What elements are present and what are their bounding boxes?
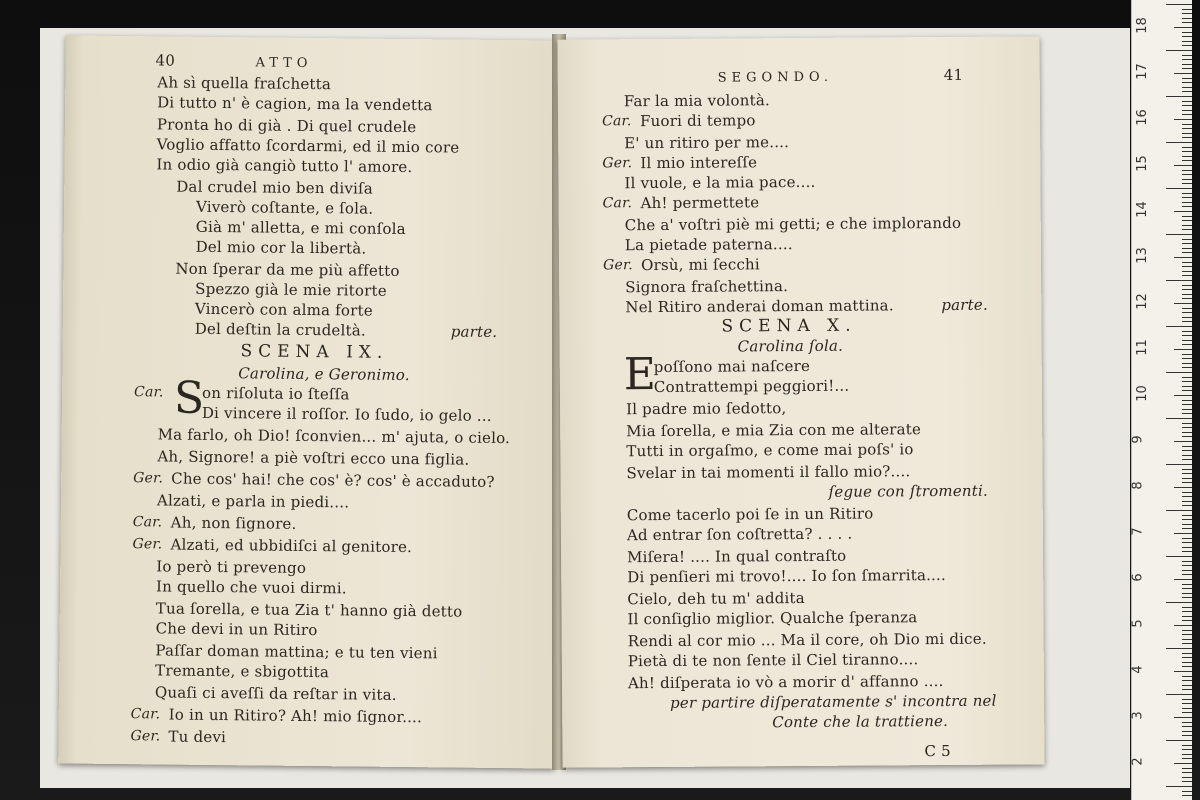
dialogue-line: Orsù, mi ſecchi xyxy=(640,255,760,275)
verse-line: Del mio cor la libertà. xyxy=(195,237,367,258)
dialogue-line: La pietade paterna.... xyxy=(624,235,793,255)
ruler-tick xyxy=(1182,459,1192,460)
ruler-tick xyxy=(1182,777,1192,778)
ruler-tick xyxy=(1182,446,1192,447)
ruler-tick xyxy=(1174,73,1192,74)
ruler-tick xyxy=(1182,193,1192,194)
ruler-tick xyxy=(1174,763,1192,764)
monologue-line: Ad entrar ſon coſtretta? . . . . xyxy=(626,524,853,545)
ruler-tick xyxy=(1182,680,1192,681)
ruler-tick xyxy=(1182,317,1192,318)
dialogue-line: Ah! permettete xyxy=(640,193,760,213)
page-number: 40 xyxy=(155,51,176,70)
verse-line: In odio già cangiò tutto l' amore. xyxy=(156,155,413,177)
left-page xyxy=(58,35,562,768)
ruler-tick xyxy=(1182,183,1192,184)
ruler-tick xyxy=(1182,501,1192,502)
dialogue-line: Nel Ritiro anderai doman mattina. xyxy=(625,296,894,317)
ruler-tick xyxy=(1182,722,1192,723)
ruler-tick xyxy=(1182,643,1192,644)
drop-cap: S xyxy=(173,372,205,424)
ruler-tick xyxy=(1174,303,1192,304)
dialogue-line: Quaſi ci aveſſi da reſtar in vita. xyxy=(154,683,397,704)
ruler-tick xyxy=(1166,556,1192,557)
ruler-label: 5 xyxy=(1130,619,1146,628)
ruler-tick xyxy=(1182,147,1192,148)
ruler-tick xyxy=(1182,156,1192,157)
dialogue-line: Tua ſorella, e tua Zia t' hanno già detto xyxy=(155,599,463,621)
dialogue-line: E' un ritiro per me.... xyxy=(624,133,790,153)
ruler-tick xyxy=(1182,749,1192,750)
monologue-line: Ah! diſperata io vò a morir d' affanno .... xyxy=(627,672,944,693)
ruler-tick xyxy=(1182,791,1192,792)
ruler-tick xyxy=(1182,432,1192,433)
verse-line: Voglio affatto ſcordarmi, ed il mio core xyxy=(156,135,460,157)
ruler-tick xyxy=(1182,22,1192,23)
monologue-line: Rendi al cor mio ... Ma il core, oh Dio mi dice. xyxy=(627,629,987,651)
ruler-tick xyxy=(1166,464,1192,465)
ruler-tick xyxy=(1182,36,1192,37)
ruler-tick xyxy=(1166,694,1192,695)
ruler-tick xyxy=(1182,363,1192,364)
ruler-tick xyxy=(1182,312,1192,313)
ruler-tick xyxy=(1166,50,1192,51)
ruler-tick xyxy=(1182,331,1192,332)
measuring-ruler xyxy=(1131,0,1192,800)
ruler-tick xyxy=(1174,533,1192,534)
signature-mark: C 5 xyxy=(924,741,951,761)
dialogue-line: Far la mia volontà. xyxy=(623,91,771,111)
ruler-tick xyxy=(1182,220,1192,221)
ruler-tick xyxy=(1182,768,1192,769)
ruler-tick xyxy=(1182,657,1192,658)
ruler-tick xyxy=(1166,280,1192,281)
ruler-label: 15 xyxy=(1134,155,1150,172)
dialogue-line: Io però ti prevengo xyxy=(156,557,307,577)
ruler-tick xyxy=(1182,547,1192,548)
speaker-label: Ger. xyxy=(133,470,164,487)
ruler-tick xyxy=(1182,662,1192,663)
ruler-tick xyxy=(1182,478,1192,479)
ruler-tick xyxy=(1182,561,1192,562)
ruler-tick xyxy=(1182,542,1192,543)
dialogue-line: Alzati, e parla in piedi.... xyxy=(156,491,350,512)
ruler-tick xyxy=(1182,409,1192,410)
ruler-tick xyxy=(1174,487,1192,488)
ruler-tick xyxy=(1182,423,1192,424)
monologue-line: Tutti in orgaſmo, e come mai poſs' io xyxy=(626,440,914,461)
ruler-tick xyxy=(1182,611,1192,612)
monologue-line: poſſono mai naſcere xyxy=(653,356,811,377)
dialogue-line: Che a' voſtri piè mi getti; e che implorando xyxy=(624,213,962,235)
scene-title: SCENA IX. xyxy=(240,341,389,363)
ruler-tick xyxy=(1182,524,1192,525)
ruler-tick xyxy=(1182,634,1192,635)
verse-line: Pronta ho di già . Di quel crudele xyxy=(156,115,417,137)
dialogue-line: Alzati, ed ubbidiſci al genitore. xyxy=(170,535,413,557)
ruler-tick xyxy=(1182,124,1192,125)
dialogue-line: on riſoluta io ſteſſa xyxy=(201,383,350,404)
ruler-tick xyxy=(1182,262,1192,263)
ruler-tick xyxy=(1182,294,1192,295)
ruler-tick xyxy=(1182,404,1192,405)
ruler-tick xyxy=(1182,616,1192,617)
verse-line: Di tutto n' è cagion, ma la vendetta xyxy=(157,93,433,115)
ruler-tick xyxy=(1182,685,1192,686)
ruler-tick xyxy=(1174,165,1192,166)
ruler-tick xyxy=(1182,528,1192,529)
ruler-label: 6 xyxy=(1130,573,1146,582)
ruler-tick xyxy=(1182,151,1192,152)
speaker-label: Car. xyxy=(130,706,161,723)
ruler-tick xyxy=(1182,202,1192,203)
running-head: SEGONDO. xyxy=(717,69,834,86)
speaker-label: Car. xyxy=(602,195,633,212)
ruler-tick xyxy=(1182,271,1192,272)
ruler-tick xyxy=(1182,354,1192,355)
scene-characters: Carolina, e Geronimo. xyxy=(238,364,410,385)
ruler-label: 10 xyxy=(1134,385,1150,402)
ruler-tick xyxy=(1182,78,1192,79)
ruler-tick xyxy=(1182,206,1192,207)
monologue-line: Di penſieri mi trovo!.... Io ſon ſmarrita.... xyxy=(627,565,947,587)
monologue-line: Mia ſorella, e mia Zia con me alterate xyxy=(626,420,922,441)
ruler-tick xyxy=(1166,648,1192,649)
ruler-tick xyxy=(1182,160,1192,161)
ruler-tick xyxy=(1174,671,1192,672)
dialogue-line: Di vincere il roſſor. Io ſudo, io gelo ... xyxy=(201,403,492,425)
ruler-tick xyxy=(1182,59,1192,60)
ruler-tick xyxy=(1182,275,1192,276)
dialogue-line: Che devi in un Ritiro xyxy=(155,619,318,640)
monologue-line: Miſera! .... In qual contraſto xyxy=(627,546,847,567)
dialogue-line: Tremante, e sbigottita xyxy=(155,661,330,682)
ruler-tick xyxy=(1182,653,1192,654)
ruler-tick xyxy=(1182,593,1192,594)
verse-line: Dal crudel mio ben diviſa xyxy=(176,177,374,198)
ruler-tick xyxy=(1182,390,1192,391)
ruler-tick xyxy=(1182,630,1192,631)
ruler-label: 3 xyxy=(1130,711,1146,720)
ruler-tick xyxy=(1182,133,1192,134)
ruler-tick xyxy=(1182,400,1192,401)
ruler-label: 18 xyxy=(1134,17,1150,34)
dialogue-line: Che cos' hai! che cos' è? cos' è accaduto? xyxy=(171,469,495,491)
ruler-tick xyxy=(1166,188,1192,189)
ruler-tick xyxy=(1174,625,1192,626)
ruler-tick xyxy=(1182,13,1192,14)
ruler-tick xyxy=(1182,505,1192,506)
ruler-tick xyxy=(1182,570,1192,571)
dialogue-line: Ah, Signore! a piè voſtri ecco una figlia. xyxy=(157,447,470,469)
ruler-tick xyxy=(1182,91,1192,92)
ruler-tick xyxy=(1182,243,1192,244)
ruler-tick xyxy=(1182,413,1192,414)
monologue-line: Contrattempi peggiori!... xyxy=(653,376,850,397)
ruler-tick xyxy=(1182,469,1192,470)
ruler-tick xyxy=(1182,588,1192,589)
ruler-tick xyxy=(1182,64,1192,65)
ruler-tick xyxy=(1174,579,1192,580)
ruler-tick xyxy=(1174,211,1192,212)
verse-line: Viverò coſtante, e ſola. xyxy=(195,197,374,218)
ruler-tick xyxy=(1166,4,1192,5)
ruler-tick xyxy=(1182,289,1192,290)
ruler-tick xyxy=(1182,321,1192,322)
ruler-tick xyxy=(1182,87,1192,88)
speaker-label: Ger. xyxy=(602,155,633,172)
ruler-tick xyxy=(1182,538,1192,539)
ruler-tick xyxy=(1174,717,1192,718)
ruler-tick xyxy=(1182,179,1192,180)
ruler-tick xyxy=(1174,349,1192,350)
speaker-label: Car. xyxy=(134,384,164,401)
ruler-tick xyxy=(1166,234,1192,235)
ruler-tick xyxy=(1174,257,1192,258)
monologue-line: Cielo, deh tu m' addita xyxy=(627,588,805,609)
ruler-tick xyxy=(1182,381,1192,382)
dialogue-line: Ah, non ſignore. xyxy=(170,513,297,533)
stage-direction: ſegue con ſtromenti. xyxy=(828,481,989,501)
ruler-tick xyxy=(1166,602,1192,603)
monologue-line: Il padre mio ſedotto, xyxy=(625,399,787,419)
speaker-label: Ger. xyxy=(132,536,163,553)
ruler-tick xyxy=(1182,298,1192,299)
ruler-tick xyxy=(1182,436,1192,437)
ruler-label: 11 xyxy=(1134,339,1150,356)
ruler-tick xyxy=(1182,772,1192,773)
ruler-tick xyxy=(1182,266,1192,267)
ruler-label: 2 xyxy=(1130,757,1146,766)
ruler-tick xyxy=(1182,82,1192,83)
ruler-tick xyxy=(1182,754,1192,755)
ruler-label: 17 xyxy=(1134,63,1150,80)
ruler-tick xyxy=(1182,216,1192,217)
ruler-tick xyxy=(1182,639,1192,640)
ruler-tick xyxy=(1182,101,1192,102)
dialogue-line: Paſſar doman mattina; e tu ten vieni xyxy=(155,641,438,663)
ruler-tick xyxy=(1182,735,1192,736)
stage-direction: Conte che la trattiene. xyxy=(772,711,949,732)
ruler-tick xyxy=(1182,248,1192,249)
ruler-tick xyxy=(1182,455,1192,456)
dialogue-line: Tu devi xyxy=(168,727,227,747)
ruler-tick xyxy=(1182,781,1192,782)
speaker-label: Car. xyxy=(132,514,163,531)
ruler-tick xyxy=(1182,515,1192,516)
monologue-line: Pietà di te non ſente il Ciel tiranno.... xyxy=(627,650,919,671)
ruler-tick xyxy=(1166,372,1192,373)
dialogue-line: Ma farlo, oh Dio! ſconvien... m' ajuta, o cielo. xyxy=(157,425,511,448)
ruler-tick xyxy=(1166,510,1192,511)
ruler-tick xyxy=(1182,758,1192,759)
scene-title: SCENA X. xyxy=(721,315,857,337)
ruler-tick xyxy=(1182,712,1192,713)
ruler-tick xyxy=(1182,745,1192,746)
stage-direction: per partire diſperatamente s' incontra nel xyxy=(670,691,997,712)
ruler-tick xyxy=(1166,786,1192,787)
ruler-tick xyxy=(1182,731,1192,732)
verse-line: Già m' alletta, e mi conſola xyxy=(195,217,406,238)
ruler-tick xyxy=(1182,574,1192,575)
ruler-tick xyxy=(1182,18,1192,19)
drop-cap: E xyxy=(623,349,657,401)
ruler-tick xyxy=(1182,68,1192,69)
dialogue-line: Il mio intereſſe xyxy=(640,153,758,173)
ruler-tick xyxy=(1182,55,1192,56)
ruler-tick xyxy=(1182,496,1192,497)
dialogue-line: In quello che vuoi dirmi. xyxy=(155,577,347,598)
ruler-tick xyxy=(1182,41,1192,42)
ruler-label: 12 xyxy=(1134,293,1150,310)
ruler-tick xyxy=(1182,492,1192,493)
ruler-tick xyxy=(1182,367,1192,368)
ruler-tick xyxy=(1182,358,1192,359)
ruler-tick xyxy=(1182,699,1192,700)
speaker-label: Ger. xyxy=(602,257,633,274)
dialogue-line: Fuori di tempo xyxy=(639,111,756,131)
ruler-tick xyxy=(1182,335,1192,336)
ruler-label: 16 xyxy=(1134,109,1150,126)
ruler-tick xyxy=(1182,565,1192,566)
ruler-label: 9 xyxy=(1130,435,1146,444)
ruler-tick xyxy=(1182,128,1192,129)
ruler-tick xyxy=(1182,703,1192,704)
ruler-tick xyxy=(1182,110,1192,111)
ruler-tick xyxy=(1166,142,1192,143)
ruler-tick xyxy=(1182,666,1192,667)
verse-line: Non ſperar da me più affetto xyxy=(175,259,400,280)
ruler-tick xyxy=(1182,174,1192,175)
right-page xyxy=(557,36,1044,767)
ruler-tick xyxy=(1182,239,1192,240)
ruler-tick xyxy=(1182,676,1192,677)
dialogue-line: Signora fraſchettina. xyxy=(625,277,789,297)
ruler-tick xyxy=(1182,32,1192,33)
verse-line: Spezzo già le mie ritorte xyxy=(195,279,387,300)
ruler-tick xyxy=(1166,96,1192,97)
ruler-tick xyxy=(1182,726,1192,727)
ruler-tick xyxy=(1182,225,1192,226)
ruler-tick xyxy=(1174,441,1192,442)
ruler-label: 13 xyxy=(1134,247,1150,264)
ruler-tick xyxy=(1182,450,1192,451)
ruler-tick xyxy=(1182,551,1192,552)
scene-characters: Carolina ſola. xyxy=(737,336,844,356)
verse-line: Ah sì quella fraſchetta xyxy=(157,73,332,94)
speaker-label: Car. xyxy=(601,113,632,130)
monologue-line: Il conſiglio miglior. Qualche ſperanza xyxy=(627,608,918,629)
ruler-tick xyxy=(1182,137,1192,138)
ruler-tick xyxy=(1174,27,1192,28)
ruler-tick xyxy=(1182,344,1192,345)
ruler-tick xyxy=(1182,285,1192,286)
ruler-tick xyxy=(1182,620,1192,621)
monologue-line: Come tacerlo poi ſe in un Ritiro xyxy=(626,504,874,525)
ruler-tick xyxy=(1182,597,1192,598)
ruler-tick xyxy=(1182,607,1192,608)
ruler-tick xyxy=(1174,395,1192,396)
stage-direction: parte. xyxy=(450,322,498,341)
page-number: 41 xyxy=(943,65,964,84)
ruler-tick xyxy=(1182,229,1192,230)
ruler-tick xyxy=(1182,519,1192,520)
ruler-tick xyxy=(1182,386,1192,387)
ruler-tick xyxy=(1182,252,1192,253)
ruler-tick xyxy=(1182,105,1192,106)
ruler-tick xyxy=(1174,119,1192,120)
ruler-label: 7 xyxy=(1130,527,1146,536)
ruler-tick xyxy=(1166,326,1192,327)
ruler-label: 14 xyxy=(1134,201,1150,218)
ruler-tick xyxy=(1182,795,1192,796)
ruler-tick xyxy=(1182,427,1192,428)
ruler-tick xyxy=(1182,377,1192,378)
ruler-tick xyxy=(1182,197,1192,198)
ruler-tick xyxy=(1182,170,1192,171)
ruler-tick xyxy=(1182,584,1192,585)
ruler-tick xyxy=(1182,45,1192,46)
ruler-label: 8 xyxy=(1130,481,1146,490)
ruler-label: 4 xyxy=(1130,665,1146,674)
ruler-tick xyxy=(1182,340,1192,341)
ruler-tick xyxy=(1182,708,1192,709)
dialogue-line: Il vuole, e la mia pace.... xyxy=(624,172,816,193)
ruler-tick xyxy=(1182,308,1192,309)
monologue-line: Svelar in tai momenti il fallo mio?.... xyxy=(626,462,911,483)
ruler-tick xyxy=(1182,473,1192,474)
running-head: ATTO xyxy=(255,55,313,72)
verse-line: Vincerò con alma forte xyxy=(194,299,373,320)
ruler-tick xyxy=(1182,689,1192,690)
speaker-label: Ger. xyxy=(130,728,161,745)
ruler-tick xyxy=(1182,482,1192,483)
ruler-tick xyxy=(1166,418,1192,419)
ruler-tick xyxy=(1166,740,1192,741)
stage-direction: parte. xyxy=(941,295,988,315)
verse-line: Del deſtin la crudeltà. xyxy=(194,319,366,340)
ruler-tick xyxy=(1182,9,1192,10)
ruler-tick xyxy=(1182,114,1192,115)
dialogue-line: Io in un Ritiro? Ah! mio ſignor.... xyxy=(168,705,423,727)
